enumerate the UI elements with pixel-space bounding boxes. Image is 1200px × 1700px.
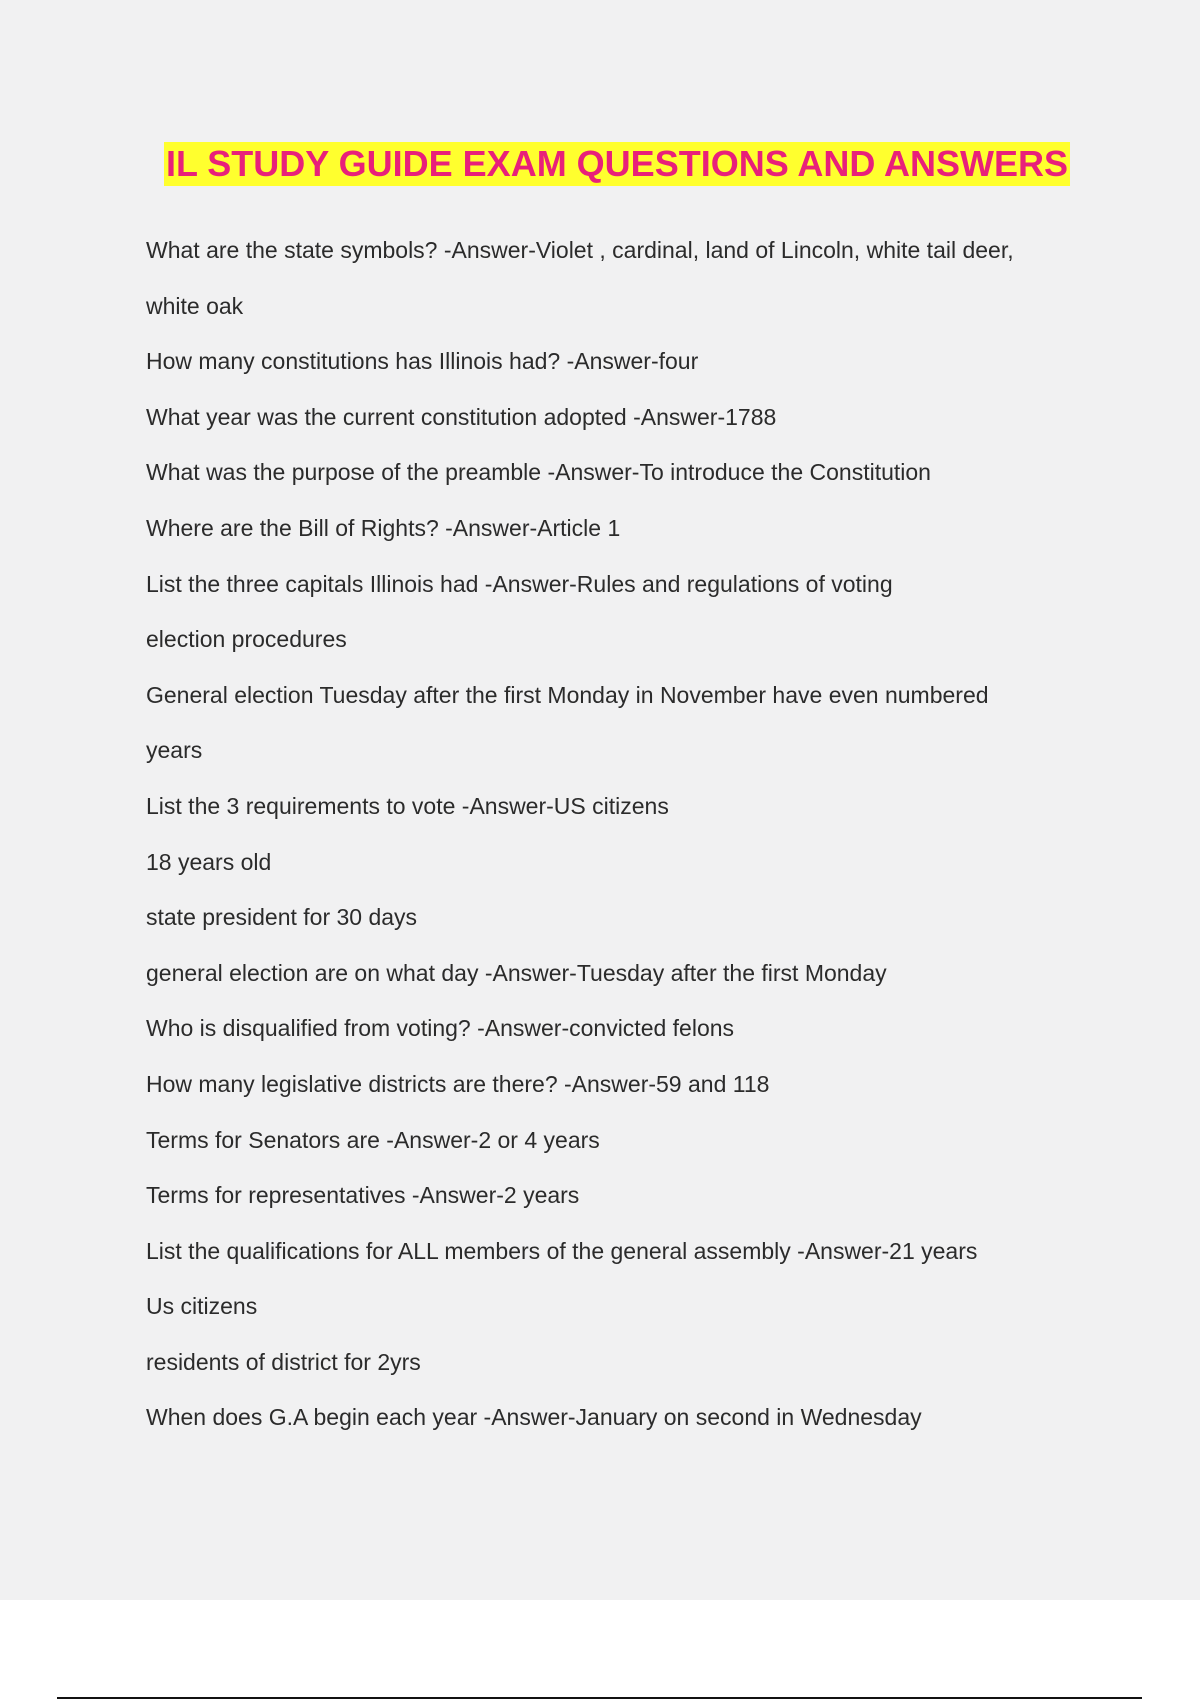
text-line: When does G.A begin each year -Answer-January on second in Wednesday bbox=[146, 1404, 922, 1431]
text-line: 18 years old bbox=[146, 848, 272, 875]
text-line: General election Tuesday after the first Monday in November have even numbered bbox=[146, 681, 989, 708]
text-line: Terms for representatives -Answer-2 years bbox=[146, 1182, 580, 1209]
text-line: general election are on what day -Answer-Tuesday after the first Monday bbox=[146, 959, 887, 986]
text-line: What year was the current constitution adopted -Answer-1788 bbox=[146, 403, 777, 430]
footer-divider bbox=[57, 1697, 1142, 1699]
text-line: state president for 30 days bbox=[146, 904, 418, 931]
text-line: How many legislative districts are there? -Answer-59 and 118 bbox=[146, 1070, 770, 1097]
document-body bbox=[146, 235, 1086, 1458]
text-line: Who is disqualified from voting? -Answer-convicted felons bbox=[146, 1015, 735, 1042]
text-line: Where are the Bill of Rights? -Answer-Article 1 bbox=[146, 514, 621, 541]
text-line: Terms for Senators are -Answer-2 or 4 years bbox=[146, 1126, 600, 1153]
text-line: white oak bbox=[146, 292, 244, 319]
document-title: IL STUDY GUIDE EXAM QUESTIONS AND ANSWERS bbox=[165, 143, 1069, 184]
text-line: List the 3 requirements to vote -Answer-US citizens bbox=[146, 792, 669, 819]
text-line: years bbox=[146, 737, 203, 764]
title-container bbox=[0, 142, 1200, 186]
text-line: How many constitutions has Illinois had? -Answer-four bbox=[146, 348, 699, 375]
text-line: election procedures bbox=[146, 626, 347, 653]
text-line: residents of district for 2yrs bbox=[146, 1348, 421, 1375]
text-line: Us citizens bbox=[146, 1293, 258, 1320]
text-line: List the qualifications for ALL members of the general assembly -Answer-21 years bbox=[146, 1237, 978, 1264]
text-line: What are the state symbols? -Answer-Violet , cardinal, land of Lincoln, white tail deer, bbox=[146, 237, 1014, 263]
text-line: What was the purpose of the preamble -Answer-To introduce the Constitution bbox=[146, 459, 931, 486]
text-line: List the three capitals Illinois had -Answer-Rules and regulations of voting bbox=[146, 570, 893, 597]
